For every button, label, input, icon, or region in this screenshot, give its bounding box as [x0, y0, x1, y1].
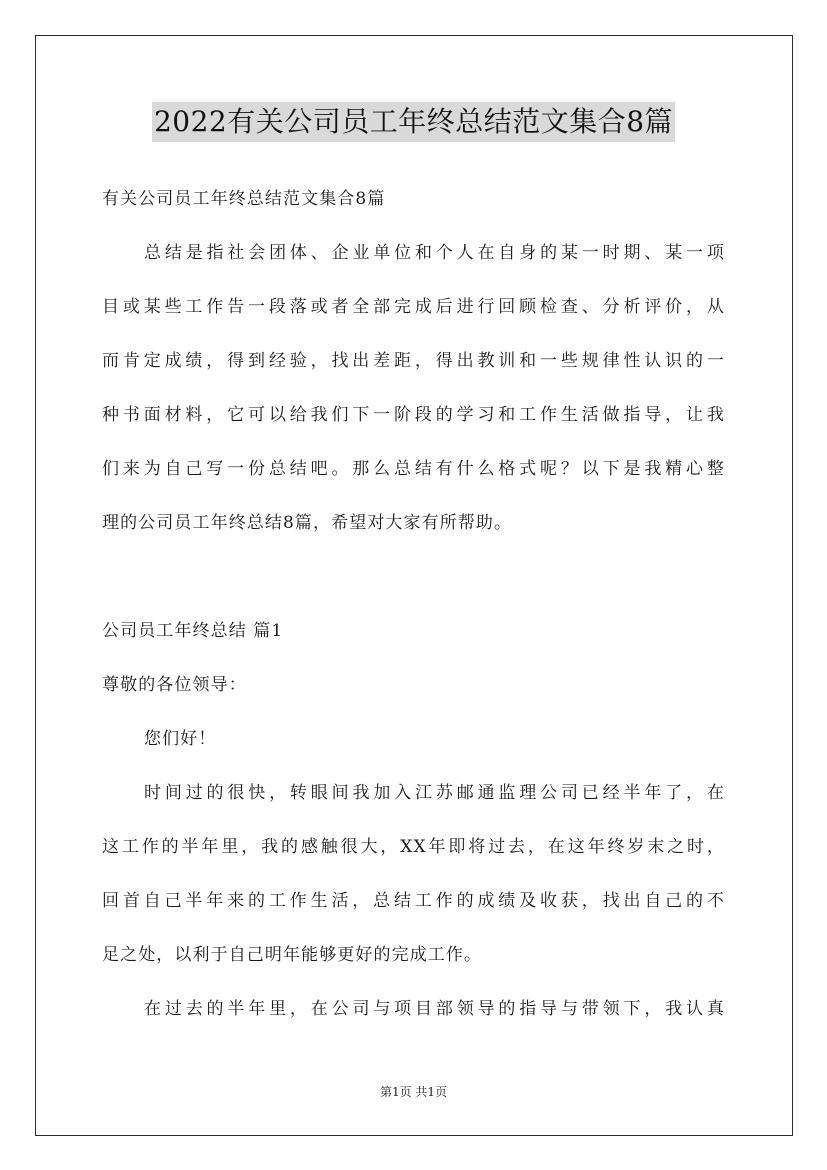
paragraph-spacer [102, 550, 725, 604]
intro-line-4: 种书面材料，它可以给我们下一阶段的学习和工作生活做指导，让我 [102, 405, 725, 425]
intro-line-3: 而肯定成绩，得到经验，找出差距，得出教训和一些规律性认识的一 [102, 351, 725, 371]
para1-line-4: 足之处，以利于自己明年能够更好的完成工作。 [102, 945, 483, 965]
page-footer: 第1页 共1页 [379, 1085, 448, 1099]
para2-line-1: 在过去的半年里，在公司与项目部领导的指导与带领下，我认真 [144, 999, 725, 1019]
document-subtitle: 有关公司员工年终总结范文集合8篇 [102, 189, 386, 209]
intro-line-2: 目或某些工作告一段落或者全部完成后进行回顾检查、分析评价，从 [102, 297, 725, 317]
para1-line-2: 这工作的半年里，我的感触很大，XX年即将过去，在这年终岁末之时， [102, 837, 725, 857]
greeting: 您们好！ [144, 729, 217, 749]
section-heading: 公司员工年终总结 篇1 [102, 621, 284, 641]
intro-line-5: 们来为自己写一份总结吧。那么总结有什么格式呢？以下是我精心整 [102, 459, 725, 479]
para1-line-1: 时间过的很快，转眼间我加入江苏邮通监理公司已经半年了，在 [144, 783, 725, 803]
para1-line-3: 回首自己半年来的工作生活，总结工作的成绩及收获，找出自己的不 [102, 891, 725, 911]
document-body [102, 172, 725, 1036]
salutation: 尊敬的各位领导： [102, 675, 247, 695]
intro-line-6: 理的公司员工年终总结8篇，希望对大家有所帮助。 [102, 513, 513, 533]
title-container [0, 102, 827, 142]
intro-line-1: 总结是指社会团体、企业单位和个人在自身的某一时期、某一项 [144, 243, 725, 263]
document-title: 2022有关公司员工年终总结范文集合8篇 [152, 102, 675, 142]
